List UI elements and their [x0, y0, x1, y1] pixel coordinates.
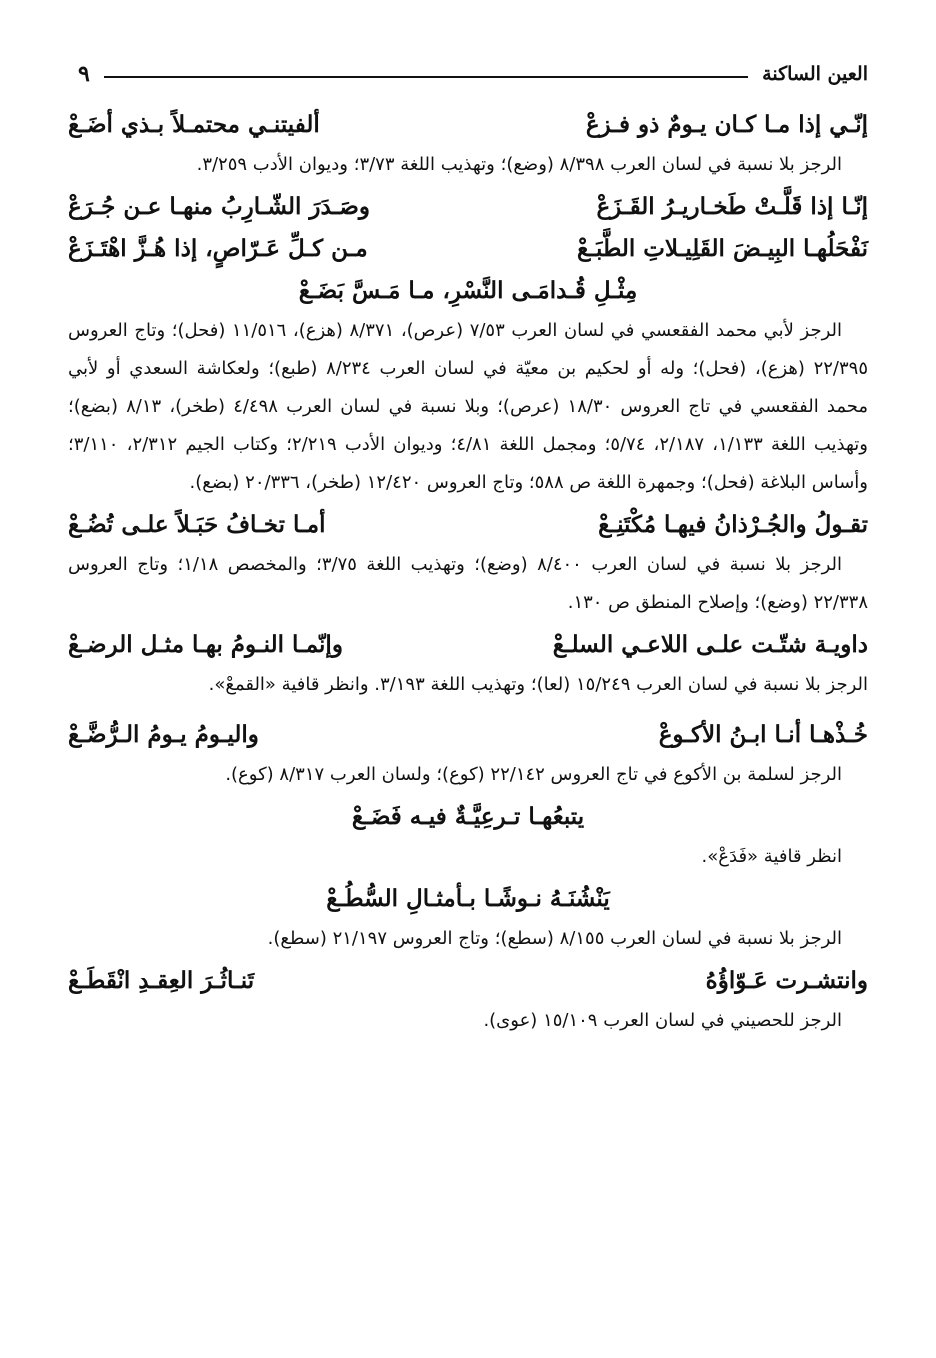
verse-8: [68, 796, 868, 838]
verse-single-line: مِثْـلِ قُـدامَـى النَّسْرِ، مـا مَـسَّ بَضَـعْ: [298, 277, 638, 304]
header-rule: [104, 76, 748, 78]
page-header: [78, 56, 868, 92]
verse-hemistich-first: داويـة شتّـت علـى اللاعـي السلـعْ: [552, 631, 868, 658]
page-content: [68, 104, 868, 1042]
page-number: ٩: [78, 61, 90, 87]
verse-1: [68, 104, 868, 146]
verse-4: [68, 270, 868, 312]
verse-hemistich-first: إنّـي إذا مـا كـان يـومٌ ذو فـزعْ: [585, 111, 868, 138]
verse-note-8: الرجز للحصيني في لسان العرب ١٥/١٠٩ (عوى).: [483, 1010, 842, 1031]
verse-10: [68, 960, 868, 1002]
verse-hemistich-first: تقـولُ والجُـرْذانُ فيهـا مُكْتَنِـعْ: [598, 511, 868, 538]
verse-3: [68, 228, 868, 270]
verse-note-4: الرجز بلا نسبة في لسان العرب ١٥/٢٤٩ (لعا)؛ وتهذيب اللغة ٣/١٩٣. وانظر قافية «القمعْ».: [208, 674, 868, 695]
verse-hemistich-first: خُـذْهـا أنـا ابـنُ الأكـوعْ: [658, 721, 868, 748]
verse-2: [68, 186, 868, 228]
verse-hemistich-first: وانتشـرت عَـوّاؤُهُ: [705, 967, 868, 994]
verse-7: [68, 714, 868, 756]
verse-note-7: الرجز بلا نسبة في لسان العرب ٨/١٥٥ (سطع)؛ وتاج العروس ٢١/١٩٧ (سطع).: [267, 928, 842, 949]
spacer: [68, 706, 868, 714]
verse-hemistich-second: واليـومُ يـومُ الـرُّضَّـعْ: [68, 721, 259, 748]
verse-single-line: يَنْشُنَـهُ نـوشًـا بـأمثـالِ السُّطُـعْ: [326, 885, 610, 912]
verse-hemistich-second: وإنّمـا النـومُ بهـا مثـل الرضـعْ: [68, 631, 343, 658]
verse-hemistich-second: وصَـدَرَ الشّـارِبُ منهـا عـن جُـرَعْ: [68, 193, 370, 220]
verse-9: [68, 878, 868, 920]
verse-hemistich-second: مـن كـلِّ عَـرّاصٍ، إذا هُـزَّ اهْتَـزَعْ: [68, 235, 368, 262]
verse-hemistich-first: نَفْحَلُهـا البِيـضَ القَلِيـلاتِ الطَّبَـعْ: [577, 235, 868, 262]
verse-hemistich-second: تَنـاثُـرَ العِقـدِ انْقَطَـعْ: [68, 967, 255, 994]
verse-hemistich-second: ألفيتنـي محتمـلاً بـذي أضَـعْ: [68, 111, 320, 138]
verse-note-5: الرجز لسلمة بن الأكوع في تاج العروس ٢٢/١٤٢ (كوع)؛ ولسان العرب ٨/٣١٧ (كوع).: [225, 764, 842, 785]
verse-single-line: يتبعُهـا تـرعِيَّـةٌ فيـه فَضَـعْ: [351, 803, 585, 830]
verse-note-2: الرجز لأبي محمد الفقعسي في لسان العرب ٧/٥٣ (عرص)، ٨/٣٧١ (هزع)، ١١/٥١٦ (فحل)؛ وتاج العروس ٢٢/٣٩٥ (هزع)، (فحل)؛ وله أو لحكيم بن معيّة في لسان العرب ٨/٢٣٤ (طبع)؛ ولعكاشة السعدي أو لأبي محمد الفقعسي في تاج العروس ١٨/٣٠ (عرص)؛ وبلا نسبة في لسان العرب ٤/٤٩٨ (طخر)، ٨/١٣ (بضع)؛ وتهذيب اللغة ١/١٣٣، ٢/١٨٧، ٥/٧٤؛ ومجمل اللغة ٤/٨١؛ وديوان الأدب ٢/٢١٩؛ وكتاب الجيم ٢/٣١٢، ٣/١١٠؛ وأساس البلاغة (فحل)؛ وجمهرة اللغة ص ٥٨٨؛ وتاج العروس ١٢/٤٢٠ (طخر)، ٢٠/٣٣٦ (بضع).: [68, 320, 869, 493]
verse-5: [68, 504, 868, 546]
section-title: العين الساكنة: [762, 63, 868, 85]
verse-6: [68, 624, 868, 666]
verse-note-1: الرجز بلا نسبة في لسان العرب ٨/٣٩٨ (وضع)؛ وتهذيب اللغة ٣/٧٣؛ وديوان الأدب ٣/٢٥٩.: [196, 154, 842, 175]
verse-hemistich-second: أمـا تخـافُ حَبَـلاً علـى تُضُـعْ: [68, 511, 326, 538]
verse-note-3: الرجز بلا نسبة في لسان العرب ٨/٤٠٠ (وضع)؛ وتهذيب اللغة ٣/٧٥؛ والمخصص ١/١٨؛ وتاج العروس ٢٢/٣٣٨ (وضع)؛ وإصلاح المنطق ص ١٣٠.: [68, 554, 868, 613]
verse-note-6: انظر قافية «فَدَعْ».: [701, 846, 842, 867]
verse-hemistich-first: إنّـا إذا قَلَّـتْ طَخـاريـرُ القَـزَعْ: [596, 193, 868, 220]
